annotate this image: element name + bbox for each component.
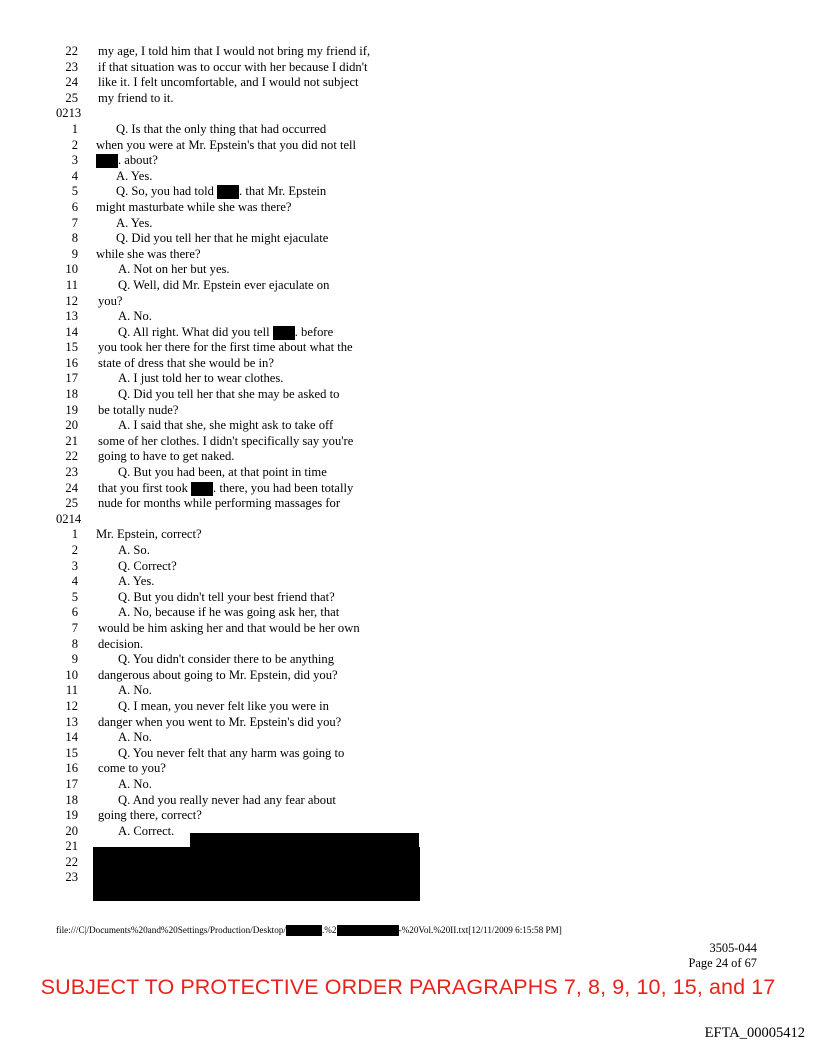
line-segment: Q. You didn't consider there to be anything xyxy=(118,652,334,667)
transcript-line xyxy=(56,91,456,107)
line-segment: A. No. xyxy=(118,776,152,791)
line-segment: Q. But you had been, at that point in time xyxy=(118,465,327,480)
line-number: 9 xyxy=(71,246,78,261)
line-text xyxy=(98,356,274,372)
line-text xyxy=(118,309,152,325)
line-text xyxy=(118,278,329,294)
line-number: 10 xyxy=(65,667,78,682)
line-number: 20 xyxy=(65,823,78,838)
line-segment: my age, I told him that I would not bring my friend if, xyxy=(98,44,371,58)
page-marker-line xyxy=(56,512,456,528)
file-path-part: file:///C|/Documents%20and%20Settings/Production/Desktop/ xyxy=(56,925,286,935)
line-number: 2 xyxy=(71,543,78,557)
transcript-line xyxy=(56,715,456,731)
line-text xyxy=(118,652,334,668)
transcript-line xyxy=(56,371,456,387)
line-number: 12 xyxy=(65,698,78,713)
line-segment: nude for months while performing massages for xyxy=(98,496,341,511)
line-segment: . before xyxy=(294,324,334,339)
line-segment: decision. xyxy=(98,636,144,651)
transcript-line xyxy=(56,184,456,200)
line-text xyxy=(118,793,336,809)
line-text xyxy=(118,371,283,387)
line-segment: while she was there? xyxy=(96,246,201,261)
redaction-block xyxy=(273,326,295,340)
line-text xyxy=(118,824,174,840)
line-number: 16 xyxy=(65,355,78,370)
line-segment: some of her clothes. I didn't specifically say you're xyxy=(98,433,354,448)
line-number: 20 xyxy=(65,418,78,433)
line-segment: Q. I mean, you never felt like you were in xyxy=(118,698,329,713)
transcript-body xyxy=(56,44,456,886)
line-segment: come to you? xyxy=(98,761,166,776)
redaction-block xyxy=(286,925,322,936)
transcript-line xyxy=(56,637,456,653)
line-text xyxy=(98,91,174,107)
line-text xyxy=(116,169,152,185)
line-segment: Q. So, you had told xyxy=(116,184,218,199)
line-number: 5 xyxy=(71,589,78,604)
transcript-line xyxy=(56,496,456,512)
redaction-block xyxy=(96,154,118,168)
line-text xyxy=(98,60,367,76)
transcript-line xyxy=(56,231,456,247)
line-text xyxy=(118,543,150,559)
line-text xyxy=(118,262,230,278)
line-number: 10 xyxy=(65,262,78,277)
transcript-line xyxy=(56,262,456,278)
line-number: 15 xyxy=(65,340,78,355)
line-number: 17 xyxy=(65,776,78,791)
efta-stamp: EFTA_00005412 xyxy=(704,1025,805,1041)
line-number: 2 xyxy=(71,137,78,152)
line-segment: Q. Is that the only thing that had occurred xyxy=(116,121,327,136)
line-number: 8 xyxy=(71,231,78,246)
line-text xyxy=(118,746,344,762)
line-text xyxy=(96,138,356,154)
line-text xyxy=(118,325,333,341)
line-text xyxy=(118,605,339,621)
line-number: 1 xyxy=(71,121,78,136)
redaction-block xyxy=(191,482,213,496)
line-number: 21 xyxy=(65,839,78,854)
line-number: 19 xyxy=(65,808,78,823)
line-text xyxy=(98,668,338,684)
line-number: 23 xyxy=(65,870,78,885)
line-segment: A. No. xyxy=(118,683,152,698)
line-segment: A. Correct. xyxy=(118,823,175,838)
transcript-line xyxy=(56,169,456,185)
page-marker: 0214 xyxy=(56,511,82,526)
file-path-part: .%2 xyxy=(321,925,337,935)
line-number: 16 xyxy=(65,761,78,776)
line-segment: Mr. Epstein, correct? xyxy=(96,527,202,542)
transcript-line xyxy=(56,153,456,169)
line-text xyxy=(118,465,327,481)
line-text xyxy=(98,496,340,512)
transcript-line xyxy=(56,481,456,497)
line-text xyxy=(96,247,201,263)
line-segment: . there, you had been totally xyxy=(213,480,354,495)
line-number: 4 xyxy=(71,574,78,589)
transcript-line xyxy=(56,746,456,762)
line-segment: Q. Well, did Mr. Epstein ever ejaculate on xyxy=(118,277,330,292)
transcript-line xyxy=(56,683,456,699)
line-text xyxy=(96,153,158,169)
line-text xyxy=(98,449,234,465)
transcript-line xyxy=(56,574,456,590)
line-segment: like it. I felt uncomfortable, and I would not subject xyxy=(98,75,359,90)
line-segment: danger when you went to Mr. Epstein's did you? xyxy=(98,714,342,729)
line-number: 3 xyxy=(71,153,78,168)
line-segment: A. No, because if he was going ask her, that xyxy=(118,605,340,620)
line-number: 14 xyxy=(65,324,78,339)
line-text xyxy=(98,637,143,653)
line-segment: my friend to it. xyxy=(98,90,174,105)
line-text xyxy=(98,44,370,60)
line-text xyxy=(98,621,360,637)
line-segment: A. So. xyxy=(118,543,150,557)
line-segment: be totally nude? xyxy=(98,402,179,417)
line-text xyxy=(98,481,353,497)
transcript-line xyxy=(56,434,456,450)
transcript-line xyxy=(56,761,456,777)
line-text xyxy=(98,808,202,824)
line-number: 23 xyxy=(65,59,78,74)
line-segment: Q. Did you tell her that she may be asked to xyxy=(118,387,340,402)
line-number: 13 xyxy=(65,714,78,729)
transcript-line xyxy=(56,403,456,419)
line-text xyxy=(96,200,292,216)
line-text xyxy=(116,216,152,232)
transcript-line xyxy=(56,278,456,294)
page-number: Page 24 of 67 xyxy=(688,956,757,970)
line-segment: A. Yes. xyxy=(116,215,153,230)
line-text xyxy=(118,730,152,746)
transcript-line xyxy=(56,699,456,715)
transcript-line xyxy=(56,294,456,310)
line-number: 5 xyxy=(71,184,78,199)
transcript-line xyxy=(56,527,456,543)
line-number: 6 xyxy=(71,199,78,214)
line-text xyxy=(98,75,359,91)
transcript-line xyxy=(56,325,456,341)
line-text xyxy=(118,590,335,606)
line-number: 22 xyxy=(65,449,78,464)
line-segment: if that situation was to occur with her because I didn't xyxy=(98,59,368,74)
line-text xyxy=(98,294,122,310)
transcript-line xyxy=(56,621,456,637)
line-number: 13 xyxy=(65,309,78,324)
line-segment: A. I said that she, she might ask to take off xyxy=(118,418,334,433)
transcript-line xyxy=(56,247,456,263)
line-number: 15 xyxy=(65,745,78,760)
line-segment: going there, correct? xyxy=(98,808,202,823)
file-path-footer xyxy=(56,925,562,936)
transcript-line xyxy=(56,60,456,76)
line-number: 9 xyxy=(71,652,78,667)
transcript-line xyxy=(56,777,456,793)
line-text xyxy=(118,418,333,434)
line-number: 8 xyxy=(71,636,78,651)
line-segment: going to have to get naked. xyxy=(98,449,235,464)
transcript-line xyxy=(56,590,456,606)
line-number: 18 xyxy=(65,792,78,807)
transcript-line xyxy=(56,559,456,575)
line-number: 21 xyxy=(65,433,78,448)
line-segment: A. Not on her but yes. xyxy=(118,262,230,277)
line-number: 17 xyxy=(65,371,78,386)
line-number: 11 xyxy=(65,277,78,292)
transcript-line xyxy=(56,808,456,824)
bates-number: 3505-044 xyxy=(709,941,757,955)
line-text xyxy=(118,683,152,699)
transcript-line xyxy=(56,44,456,60)
line-number: 4 xyxy=(71,168,78,183)
transcript-line xyxy=(56,356,456,372)
redaction-block xyxy=(217,185,239,199)
line-segment: A. Yes. xyxy=(118,574,155,589)
line-text xyxy=(118,777,152,793)
transcript-line xyxy=(56,418,456,434)
transcript-line xyxy=(56,793,456,809)
line-segment: A. Yes. xyxy=(116,168,153,183)
transcript-line xyxy=(56,605,456,621)
redaction-block xyxy=(93,847,420,901)
transcript-line xyxy=(56,138,456,154)
redaction-block xyxy=(337,925,399,936)
line-number: 18 xyxy=(65,387,78,402)
transcript-line xyxy=(56,543,456,559)
line-segment: A. No. xyxy=(118,730,152,745)
file-path-part: -%20Vol.%20II.txt[12/11/2009 6:15:58 PM] xyxy=(398,925,562,935)
line-segment: A. I just told her to wear clothes. xyxy=(118,371,284,386)
line-text xyxy=(116,122,326,138)
line-segment: A. No. xyxy=(118,309,152,324)
line-segment: Q. Did you tell her that he might ejaculate xyxy=(116,231,329,246)
line-number: 23 xyxy=(65,465,78,480)
line-number: 3 xyxy=(71,558,78,573)
line-text xyxy=(96,527,202,543)
protective-order-notice: SUBJECT TO PROTECTIVE ORDER PARAGRAPHS 7, 8, 9, 10, 15, and 17 xyxy=(40,975,776,999)
line-segment: might masturbate while she was there? xyxy=(96,199,292,214)
transcript-line xyxy=(56,387,456,403)
line-segment: that you first took xyxy=(98,480,192,495)
line-number: 6 xyxy=(71,605,78,620)
line-number: 24 xyxy=(65,480,78,495)
transcript-line xyxy=(56,668,456,684)
transcript-line xyxy=(56,652,456,668)
transcript-line xyxy=(56,730,456,746)
line-number: 1 xyxy=(71,527,78,542)
bates-info xyxy=(689,941,757,971)
transcript-line xyxy=(56,309,456,325)
line-text xyxy=(118,699,329,715)
line-text xyxy=(118,387,339,403)
line-segment: Q. But you didn't tell your best friend that? xyxy=(118,589,335,604)
line-text xyxy=(98,403,178,419)
line-text xyxy=(116,231,328,247)
line-number: 25 xyxy=(65,496,78,511)
line-segment: Q. And you really never had any fear about xyxy=(118,792,336,807)
line-segment: would be him asking her and that would be her own xyxy=(98,620,360,635)
line-segment: dangerous about going to Mr. Epstein, did you? xyxy=(98,667,338,682)
transcript-line xyxy=(56,122,456,138)
line-number: 12 xyxy=(65,293,78,308)
line-text xyxy=(98,715,341,731)
page-marker-line xyxy=(56,106,456,122)
line-segment: state of dress that she would be in? xyxy=(98,355,274,370)
transcript-line xyxy=(56,465,456,481)
transcript-line xyxy=(56,75,456,91)
line-segment: when you were at Mr. Epstein's that you did not tell xyxy=(96,137,357,152)
line-segment: . about? xyxy=(118,153,158,168)
line-number: 24 xyxy=(65,75,78,90)
line-text xyxy=(118,559,177,575)
line-segment: . that Mr. Epstein xyxy=(239,184,327,199)
line-number: 19 xyxy=(65,402,78,417)
line-segment: Q. Correct? xyxy=(118,558,177,573)
transcript-line xyxy=(56,216,456,232)
transcript-line xyxy=(56,200,456,216)
line-text xyxy=(98,761,166,777)
line-text xyxy=(98,434,353,450)
line-segment: you took her there for the first time about what the xyxy=(98,340,353,355)
line-number: 22 xyxy=(65,44,78,58)
line-segment: Q. All right. What did you tell xyxy=(118,324,273,339)
line-text xyxy=(116,184,326,200)
line-number: 11 xyxy=(65,683,78,698)
line-text xyxy=(118,574,154,590)
transcript-line xyxy=(56,340,456,356)
line-number: 25 xyxy=(65,90,78,105)
page-marker: 0213 xyxy=(56,106,82,121)
line-number: 22 xyxy=(65,854,78,869)
line-text xyxy=(98,340,353,356)
line-segment: Q. You never felt that any harm was going to xyxy=(118,745,345,760)
transcript-line xyxy=(56,449,456,465)
line-number: 7 xyxy=(71,215,78,230)
line-number: 14 xyxy=(65,730,78,745)
line-number: 7 xyxy=(71,620,78,635)
line-segment: you? xyxy=(98,293,123,308)
